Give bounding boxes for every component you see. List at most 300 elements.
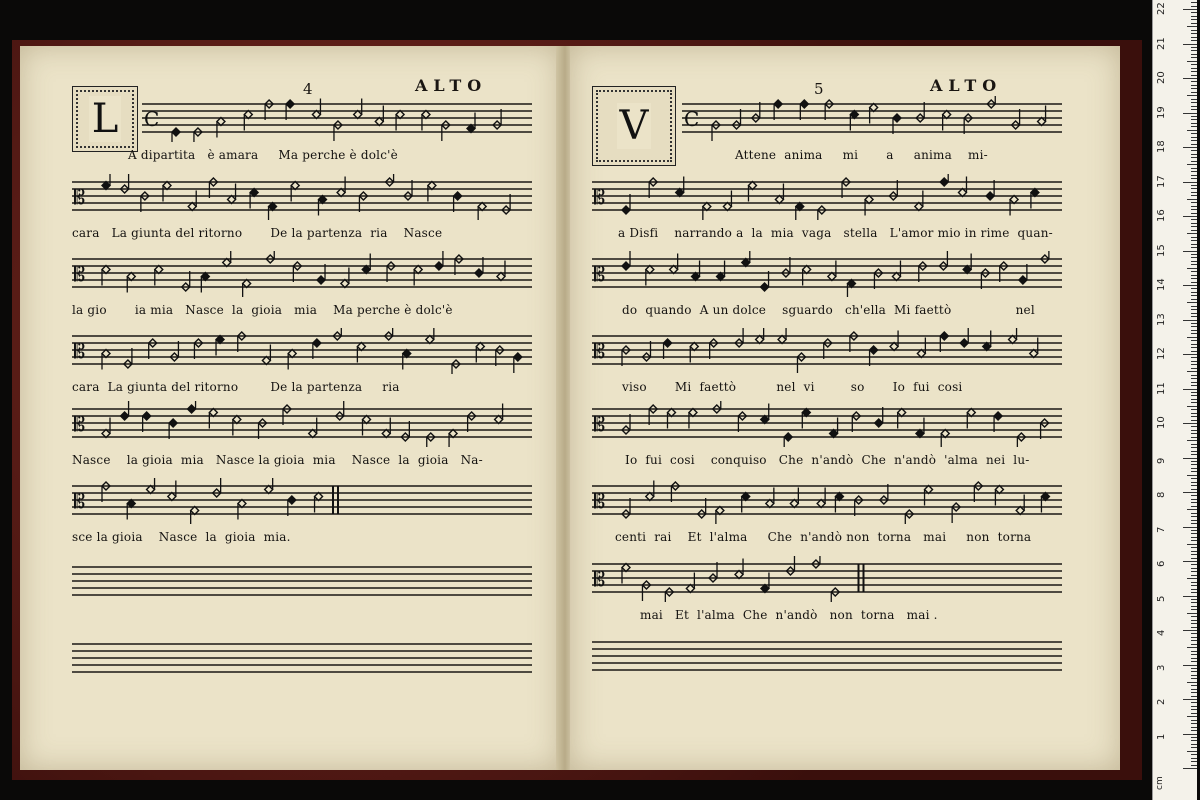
- ruler-tick: [1183, 458, 1197, 459]
- left-initial-letter: L: [89, 96, 122, 142]
- clef-symbol: 𝄡: [594, 185, 606, 209]
- note-mark: [1041, 493, 1049, 513]
- ruler-tick: [1191, 102, 1197, 103]
- ruler-tick: [1191, 758, 1197, 759]
- note-mark: [1041, 419, 1049, 439]
- note-mark: [974, 482, 982, 502]
- note-mark: [127, 500, 135, 520]
- blank-staff: [72, 636, 532, 682]
- ruler-number: 20: [1156, 71, 1167, 84]
- ruler-tick: [1183, 423, 1197, 424]
- ruler-tick: [1191, 230, 1197, 231]
- note-mark: [738, 412, 746, 432]
- note-mark: [830, 418, 838, 438]
- ruler-tick: [1191, 392, 1197, 393]
- lyric-line: a Disfi narrando a la mia vaga stella L'amor mio in rime quan-: [618, 226, 1053, 240]
- ruler-tick: [1191, 47, 1197, 48]
- note-mark: [168, 481, 176, 501]
- ruler-tick: [1191, 19, 1197, 20]
- ruler-tick: [1187, 544, 1197, 545]
- note-mark: [803, 266, 811, 286]
- ruler-tick: [1191, 747, 1197, 748]
- note-mark: [269, 203, 277, 221]
- ruler-tick: [1191, 616, 1197, 617]
- note-mark: [493, 109, 501, 129]
- ruler-tick: [1191, 451, 1197, 452]
- ruler-tick: [1191, 126, 1197, 127]
- music-staff: [72, 401, 532, 447]
- lyric-line: mai Et l'alma Che n'andò non torna mai .: [640, 608, 938, 622]
- ruler-tick: [1183, 182, 1197, 183]
- ruler-number: 6: [1156, 560, 1167, 567]
- ruler-tick: [1191, 706, 1197, 707]
- note-mark: [228, 184, 236, 204]
- note-mark: [454, 192, 462, 212]
- ruler-tick: [1183, 44, 1197, 45]
- ruler-tick: [1191, 278, 1197, 279]
- ruler-tick: [1191, 295, 1197, 296]
- ruler-tick: [1191, 244, 1197, 245]
- note-mark: [414, 266, 422, 286]
- ruler-tick: [1191, 478, 1197, 479]
- ruler-tick: [1191, 271, 1197, 272]
- note-mark: [880, 484, 888, 504]
- ruler-tick: [1191, 433, 1197, 434]
- music-staff: [592, 328, 1062, 374]
- ruler-tick: [1191, 533, 1197, 534]
- note-mark: [315, 493, 323, 513]
- ruler-tick: [1183, 527, 1197, 528]
- ruler-tick: [1191, 609, 1197, 610]
- ruler-tick: [1191, 627, 1197, 628]
- ruler-tick: [1191, 502, 1197, 503]
- note-mark: [995, 486, 1003, 506]
- note-mark: [870, 346, 878, 366]
- ruler-tick: [1183, 354, 1197, 355]
- note-mark: [182, 271, 190, 291]
- ruler-tick: [1187, 61, 1197, 62]
- note-mark: [478, 203, 486, 221]
- ruler-tick: [1191, 575, 1197, 576]
- note-mark: [233, 416, 241, 436]
- note-mark: [238, 332, 246, 352]
- ruler-tick: [1183, 9, 1197, 10]
- ruler-tick: [1191, 344, 1197, 345]
- ruler-tick: [1187, 164, 1197, 165]
- ruler-tick: [1191, 192, 1197, 193]
- note-mark: [341, 268, 349, 288]
- ruler-tick: [1191, 240, 1197, 241]
- ruler-tick: [1191, 495, 1197, 496]
- ruler-tick: [1191, 202, 1197, 203]
- note-mark: [733, 109, 741, 129]
- ruler-number: 13: [1156, 312, 1167, 326]
- left-voice-label: ALTO: [415, 76, 488, 95]
- ruler-tick: [1191, 471, 1197, 472]
- note-mark: [898, 409, 906, 429]
- lyric-line: Attene anima mi a anima mi-: [735, 148, 988, 162]
- note-mark: [786, 556, 794, 575]
- ruler-tick: [1191, 558, 1197, 559]
- note-mark: [291, 182, 299, 202]
- note-mark: [363, 416, 371, 436]
- ruler-tick: [1191, 464, 1197, 465]
- ruler-tick: [1191, 37, 1197, 38]
- ruler-tick: [1191, 185, 1197, 186]
- ruler-tick: [1187, 578, 1197, 579]
- ruler-tick: [1191, 585, 1197, 586]
- note-mark: [475, 257, 483, 277]
- ruler-number: 3: [1156, 664, 1167, 671]
- ruler-tick: [1191, 744, 1197, 745]
- ruler-tick: [1191, 623, 1197, 624]
- note-mark: [670, 254, 678, 274]
- note-mark: [797, 353, 805, 373]
- ruler-tick: [1191, 599, 1197, 600]
- ruler-tick: [1183, 630, 1197, 631]
- note-mark: [664, 339, 672, 359]
- ruler-tick: [1191, 689, 1197, 690]
- note-mark: [468, 412, 476, 432]
- ruler-tick: [1191, 547, 1197, 548]
- ruler-tick: [1191, 727, 1197, 728]
- ruler-tick: [1191, 516, 1197, 517]
- note-mark: [889, 180, 897, 200]
- ruler-number: 7: [1156, 526, 1167, 533]
- clef-symbol: 𝄡: [74, 489, 86, 513]
- ruler-tick: [1191, 333, 1197, 334]
- ruler-number: 21: [1156, 36, 1167, 50]
- note-mark: [987, 96, 995, 108]
- ruler-number: 15: [1156, 243, 1167, 257]
- note-mark: [244, 111, 252, 131]
- note-mark: [169, 419, 177, 439]
- note-mark: [818, 206, 826, 220]
- left-page-number: 4: [303, 80, 316, 98]
- note-mark: [334, 121, 342, 141]
- note-mark: [676, 177, 684, 197]
- note-mark: [752, 102, 760, 122]
- note-mark: [435, 251, 443, 270]
- left-page: [20, 46, 560, 770]
- ruler-tick: [1191, 226, 1197, 227]
- note-mark: [698, 498, 706, 518]
- note-mark: [102, 482, 110, 502]
- note-mark: [689, 409, 697, 429]
- note-mark: [385, 328, 393, 340]
- ruler-tick: [1191, 206, 1197, 207]
- ruler-tick: [1191, 761, 1197, 762]
- ruler-tick: [1187, 716, 1197, 717]
- note-mark: [748, 182, 756, 202]
- ruler-tick: [1191, 188, 1197, 189]
- ruler-tick: [1191, 651, 1197, 652]
- ruler-tick: [1191, 133, 1197, 134]
- music-staff: [592, 174, 1062, 220]
- clef-symbol: 𝄡: [594, 567, 606, 591]
- ruler-tick: [1191, 30, 1197, 31]
- ruler-tick: [1191, 81, 1197, 82]
- note-mark: [1030, 338, 1038, 358]
- note-mark: [690, 343, 698, 363]
- ruler-tick: [1191, 740, 1197, 741]
- note-mark: [622, 251, 630, 270]
- note-mark: [455, 255, 463, 275]
- note-mark: [865, 196, 873, 216]
- note-mark: [262, 345, 270, 365]
- note-mark: [362, 254, 370, 274]
- ruler-tick: [1191, 106, 1197, 107]
- ruler-tick: [1191, 499, 1197, 500]
- note-mark: [892, 261, 900, 281]
- note-mark: [317, 264, 325, 284]
- ruler-tick: [1191, 109, 1197, 110]
- note-mark: [216, 336, 224, 356]
- ruler-tick: [1191, 12, 1197, 13]
- ruler-tick: [1191, 375, 1197, 376]
- ruler-tick: [1183, 389, 1197, 390]
- ruler-number: 4: [1156, 629, 1167, 636]
- note-mark: [790, 488, 798, 508]
- note-mark: [163, 182, 171, 202]
- ruler-tick: [1183, 734, 1197, 735]
- note-mark: [476, 343, 484, 363]
- ruler-tick: [1191, 554, 1197, 555]
- ruler-tick: [1191, 71, 1197, 72]
- note-mark: [852, 412, 860, 432]
- ruler-tick: [1191, 765, 1197, 766]
- ruler-tick: [1191, 468, 1197, 469]
- ruler-tick: [1191, 299, 1197, 300]
- note-mark: [428, 182, 436, 202]
- note-mark: [963, 254, 971, 274]
- ruler-tick: [1191, 520, 1197, 521]
- lyric-line: viso Mi faettò nel vi so Io fui cosi: [622, 380, 963, 394]
- ruler-unit: cm: [1155, 776, 1165, 790]
- note-mark: [915, 191, 923, 211]
- ruler-tick: [1191, 157, 1197, 158]
- note-mark: [622, 194, 630, 214]
- note-mark: [283, 405, 291, 425]
- ruler-tick: [1191, 195, 1197, 196]
- ruler-tick: [1191, 33, 1197, 34]
- note-mark: [622, 564, 630, 584]
- note-mark: [735, 559, 743, 579]
- note-mark: [742, 493, 750, 513]
- note-mark: [401, 421, 409, 441]
- note-mark: [958, 177, 966, 197]
- ruler-tick: [1187, 337, 1197, 338]
- note-mark: [716, 507, 724, 525]
- ruler-tick: [1191, 640, 1197, 641]
- ruler-tick: [1191, 720, 1197, 721]
- ruler-tick: [1183, 699, 1197, 700]
- ruler-tick: [1191, 306, 1197, 307]
- note-mark: [964, 114, 972, 134]
- ruler-tick: [1191, 489, 1197, 490]
- note-mark: [774, 100, 782, 120]
- note-mark: [497, 261, 505, 281]
- ruler-tick: [1191, 340, 1197, 341]
- ruler-tick: [1191, 264, 1197, 265]
- note-mark: [986, 180, 994, 200]
- note-mark: [1041, 251, 1049, 263]
- note-mark: [703, 203, 711, 221]
- note-mark: [141, 192, 149, 212]
- right-initial-letter: V: [617, 103, 652, 149]
- note-mark: [449, 430, 457, 448]
- blank-staff: [592, 634, 1062, 680]
- ruler-tick: [1191, 140, 1197, 141]
- note-mark: [396, 111, 404, 131]
- music-staff: [592, 478, 1062, 524]
- ruler-tick: [1191, 116, 1197, 117]
- ruler-tick: [1191, 692, 1197, 693]
- ruler-tick: [1191, 257, 1197, 258]
- note-mark: [188, 401, 196, 413]
- note-mark: [259, 419, 267, 439]
- note-mark: [286, 100, 294, 120]
- ruler-tick: [1191, 357, 1197, 358]
- ruler-number: 8: [1156, 491, 1167, 498]
- clef-symbol: 𝄡: [594, 339, 606, 363]
- ruler-tick: [1183, 492, 1197, 493]
- note-mark: [916, 102, 924, 122]
- note-mark: [665, 588, 673, 602]
- note-mark: [1012, 109, 1020, 129]
- ruler-tick: [1187, 509, 1197, 510]
- note-mark: [243, 280, 251, 298]
- note-mark: [312, 99, 320, 119]
- ruler-number: 14: [1156, 278, 1167, 291]
- note-mark: [622, 414, 630, 434]
- ruler-tick: [1191, 237, 1197, 238]
- note-mark: [213, 478, 221, 497]
- ruler-tick: [1191, 209, 1197, 210]
- ruler-tick: [1191, 696, 1197, 697]
- note-mark: [831, 588, 839, 602]
- note-mark: [825, 100, 833, 120]
- ruler-tick: [1191, 737, 1197, 738]
- note-mark: [238, 500, 246, 520]
- note-mark: [940, 174, 948, 186]
- right-voice-label: ALTO: [930, 76, 1003, 95]
- note-mark: [824, 339, 832, 359]
- note-mark: [717, 261, 725, 281]
- clef-symbol: C: [684, 107, 700, 131]
- ruler-tick: [1187, 440, 1197, 441]
- ruler-tick: [1187, 302, 1197, 303]
- ruler-tick: [1191, 723, 1197, 724]
- clef-symbol: 𝄡: [594, 489, 606, 513]
- ruler-tick: [1191, 75, 1197, 76]
- note-mark: [646, 481, 654, 501]
- note-mark: [318, 196, 326, 216]
- ruler-tick: [1183, 78, 1197, 79]
- ruler-tick: [1187, 647, 1197, 648]
- note-mark: [713, 401, 721, 413]
- ruler-tick: [1191, 564, 1197, 565]
- ruler-tick: [1191, 399, 1197, 400]
- ruler-tick: [1191, 309, 1197, 310]
- note-mark: [952, 503, 960, 523]
- ruler-tick: [1191, 426, 1197, 427]
- ruler-tick: [1191, 420, 1197, 421]
- ruler-tick: [1187, 371, 1197, 372]
- note-mark: [442, 121, 450, 141]
- note-mark: [155, 266, 163, 286]
- note-mark: [496, 346, 504, 366]
- note-mark: [642, 581, 650, 601]
- ruler-tick: [1191, 213, 1197, 214]
- ruler-tick: [1191, 730, 1197, 731]
- note-mark: [288, 350, 296, 370]
- ruler-tick: [1191, 351, 1197, 352]
- music-staff: [72, 478, 532, 524]
- ruler-tick: [1191, 685, 1197, 686]
- note-mark: [967, 409, 975, 429]
- ruler-tick: [1191, 485, 1197, 486]
- lyric-line: sce la gioia Nasce la gioia mia.: [72, 530, 291, 544]
- note-mark: [102, 418, 110, 438]
- note-mark: [336, 401, 344, 420]
- ruler-number: 2: [1156, 698, 1167, 705]
- ruler-number: 5: [1156, 595, 1167, 602]
- note-mark: [800, 100, 808, 120]
- lyric-line: cara La giunta del ritorno De la partenza ria Nasce: [72, 226, 443, 240]
- note-mark: [1010, 196, 1018, 216]
- note-mark: [191, 507, 199, 525]
- music-staff: [592, 401, 1062, 447]
- ruler-tick: [1191, 288, 1197, 289]
- music-staff: [592, 556, 1062, 602]
- note-mark: [121, 401, 129, 420]
- ruler-tick: [1191, 123, 1197, 124]
- note-mark: [387, 262, 395, 282]
- note-mark: [354, 99, 362, 119]
- note-mark: [333, 328, 341, 340]
- ruler-tick: [1183, 768, 1197, 769]
- note-mark: [723, 191, 731, 211]
- ruler-tick: [1191, 171, 1197, 172]
- note-mark: [404, 180, 412, 200]
- ruler-tick: [1191, 409, 1197, 410]
- note-mark: [382, 418, 390, 438]
- clef-symbol: 𝄡: [594, 412, 606, 436]
- note-mark: [812, 556, 820, 568]
- ruler-tick: [1191, 154, 1197, 155]
- ruler-tick: [1191, 602, 1197, 603]
- note-mark: [102, 350, 110, 370]
- ruler-tick: [1191, 326, 1197, 327]
- ruler-tick: [1191, 40, 1197, 41]
- ruler-tick: [1191, 395, 1197, 396]
- note-mark: [943, 111, 951, 131]
- note-mark: [905, 510, 913, 524]
- ruler-tick: [1187, 26, 1197, 27]
- lyric-line: cara La giunta del ritorno De la partenza ria: [72, 380, 400, 394]
- lyric-line: Nasce la gioia mia Nasce la gioia mia Nasce la gioia Na-: [72, 453, 483, 467]
- ruler-tick: [1191, 175, 1197, 176]
- note-mark: [102, 266, 110, 286]
- ruler-tick: [1191, 513, 1197, 514]
- ruler-tick: [1191, 416, 1197, 417]
- note-mark: [874, 269, 882, 289]
- note-mark: [143, 412, 151, 432]
- ruler-tick: [1191, 430, 1197, 431]
- ruler-number: 17: [1156, 174, 1167, 188]
- note-mark: [1000, 262, 1008, 282]
